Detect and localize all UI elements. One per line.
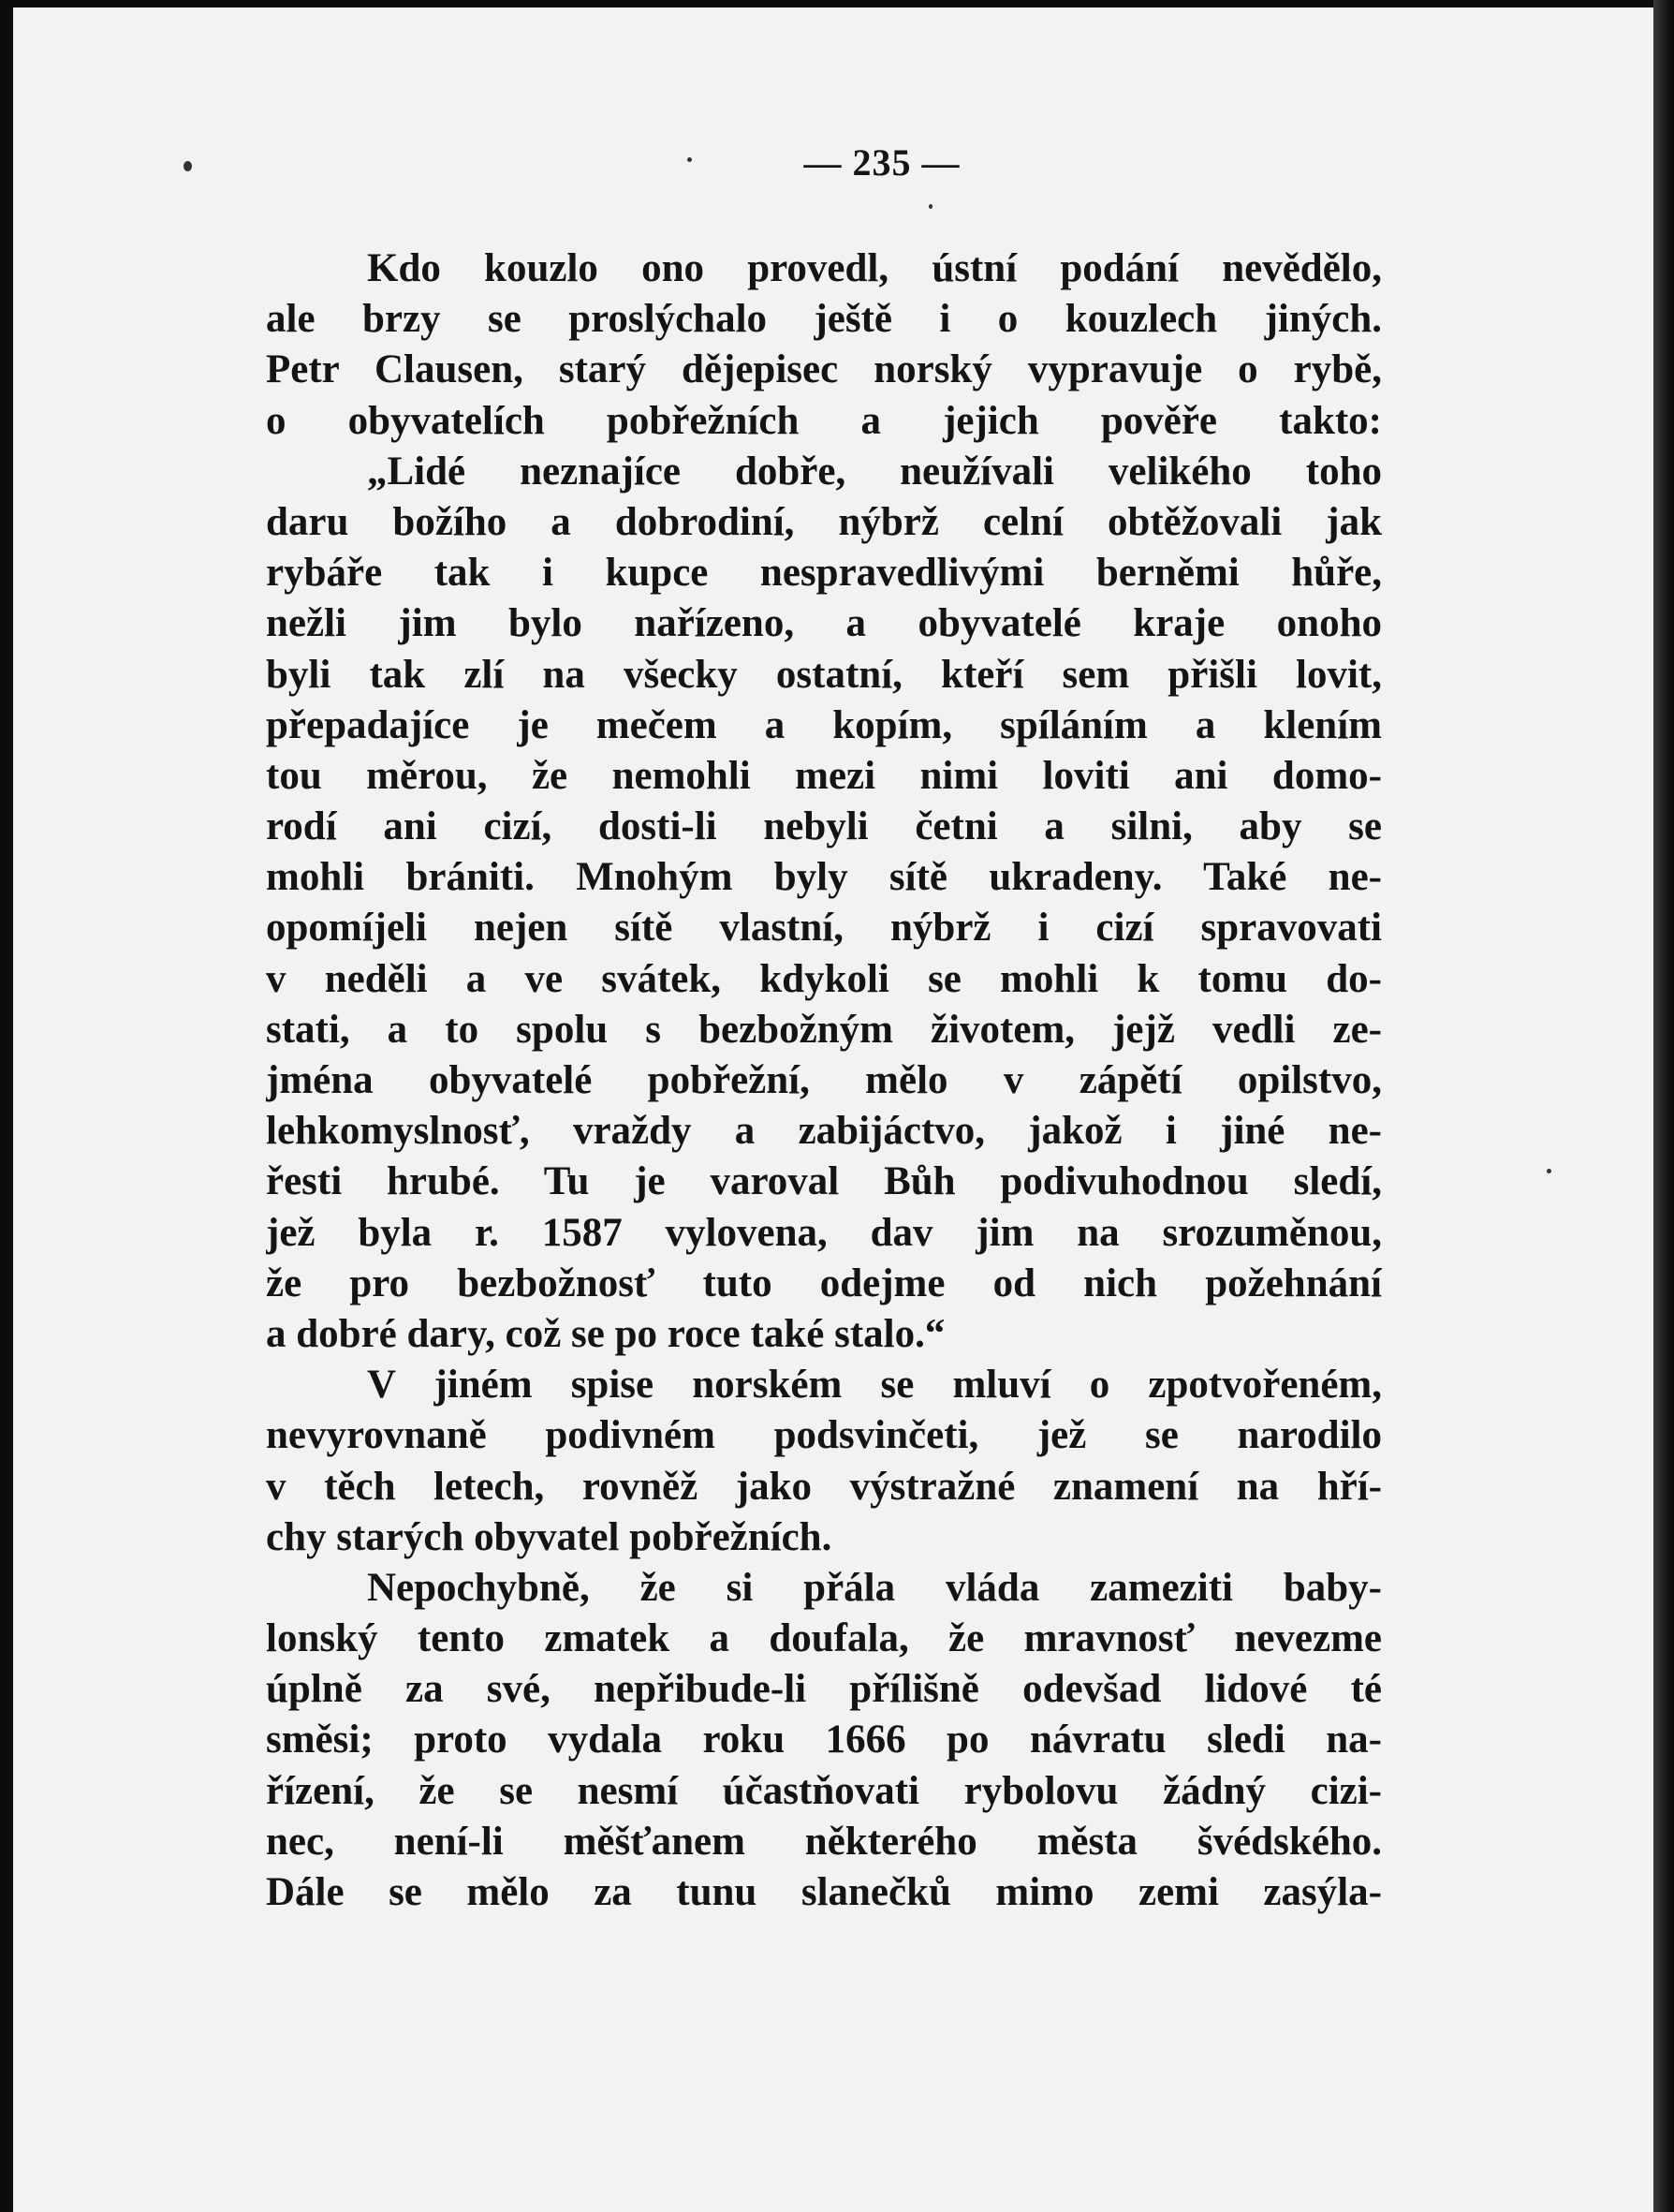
text-line: řesti hrubé. Tu je varoval Bůh podivuhodnou sledí, xyxy=(266,1159,1382,1204)
text-line: opomíjeli nejen sítě vlastní, nýbrž i cizí spravovati xyxy=(266,906,1382,951)
text-line: úplně za své, nepřibude-li přílišně odevšad lidové té xyxy=(266,1667,1382,1712)
page-number-text: — 235 — xyxy=(803,141,961,184)
text-line: nežli jim bylo nařízeno, a obyvatelé kraje onoho xyxy=(266,601,1382,646)
text-line: že pro bezbožnosť tuto odejme od nich požehnání xyxy=(266,1261,1382,1305)
text-line: přepadajíce je mečem a kopím, spíláním a klením xyxy=(266,702,1382,747)
text-line: chy starých obyvatel pobřežních. xyxy=(266,1514,832,1559)
text-line: lehkomyslnosť, vraždy a zabijáctvo, jakož i jiné ne- xyxy=(266,1109,1382,1154)
text-line: mohli brániti. Mnohým byly sítě ukradeny. Také ne- xyxy=(266,855,1382,900)
text-line: daru božího a dobrodiní, nýbrž celní obtěžovali jak xyxy=(266,499,1382,544)
scan-edge-top xyxy=(0,0,1674,7)
text-line: v neděli a ve svátek, kdykoli se mohli k tomu do- xyxy=(266,956,1382,1001)
text-line: v těch letech, rovněž jako výstražné znamení na hří- xyxy=(266,1464,1382,1509)
text-line: rodí ani cizí, dosti-li nebyli četni a silni, aby se xyxy=(266,804,1382,849)
text-line: lonský tento zmatek a doufala, že mravnosť nevezme xyxy=(266,1616,1382,1661)
scan-edge-left xyxy=(0,0,13,2212)
text-line: tou měrou, že nemohli mezi nimi loviti ani domo- xyxy=(266,753,1382,798)
text-line: stati, a to spolu s bezbožným životem, jejž vedli ze- xyxy=(266,1007,1382,1052)
body-text xyxy=(266,243,1382,1918)
text-line: Nepochybně, že si přála vláda zameziti baby- xyxy=(367,1565,1382,1610)
text-line: „Lidé neznajíce dobře, neužívali velikého toho xyxy=(367,449,1382,494)
text-line: byli tak zlí na všecky ostatní, kteří sem přišli lovit, xyxy=(266,652,1382,697)
text-line: V jiném spise norském se mluví o zpotvořeném, xyxy=(367,1363,1382,1408)
text-line: směsi; proto vydala roku 1666 po návratu sledi na- xyxy=(266,1718,1382,1762)
text-line: a dobré dary, což se po roce také stalo.“ xyxy=(266,1311,946,1356)
scan-speck xyxy=(929,204,932,209)
text-line: nec, není-li měšťanem některého města švédského. xyxy=(266,1819,1382,1864)
text-line: řízení, že se nesmí účastňovati rybolovu žádný cizi- xyxy=(266,1768,1382,1813)
text-line: jména obyvatelé pobřežní, mělo v zápětí opilstvo, xyxy=(266,1058,1382,1102)
scan-speck xyxy=(1547,1169,1551,1173)
text-line: rybáře tak i kupce nespravedlivými berněmi hůře, xyxy=(266,551,1382,596)
text-line: jež byla r. 1587 vylovena, dav jim na srozuměnou, xyxy=(266,1210,1382,1255)
page-number xyxy=(0,140,1674,184)
text-line: Petr Clausen, starý dějepisec norský vypravuje o rybě, xyxy=(266,347,1382,392)
text-line: Kdo kouzlo ono provedl, ústní podání nevědělo, xyxy=(367,246,1382,290)
text-line: Dále se mělo za tunu slanečků mimo zemi zasýla- xyxy=(266,1870,1382,1914)
text-line: o obyvatelích pobřežních a jejich pověře takto: xyxy=(266,398,1382,443)
scan-edge-right xyxy=(1653,0,1674,2212)
text-line: ale brzy se proslýchalo ještě i o kouzlech jiných. xyxy=(266,297,1382,342)
text-line: nevyrovnaně podivném podsvinčeti, jež se narodilo xyxy=(266,1413,1382,1458)
